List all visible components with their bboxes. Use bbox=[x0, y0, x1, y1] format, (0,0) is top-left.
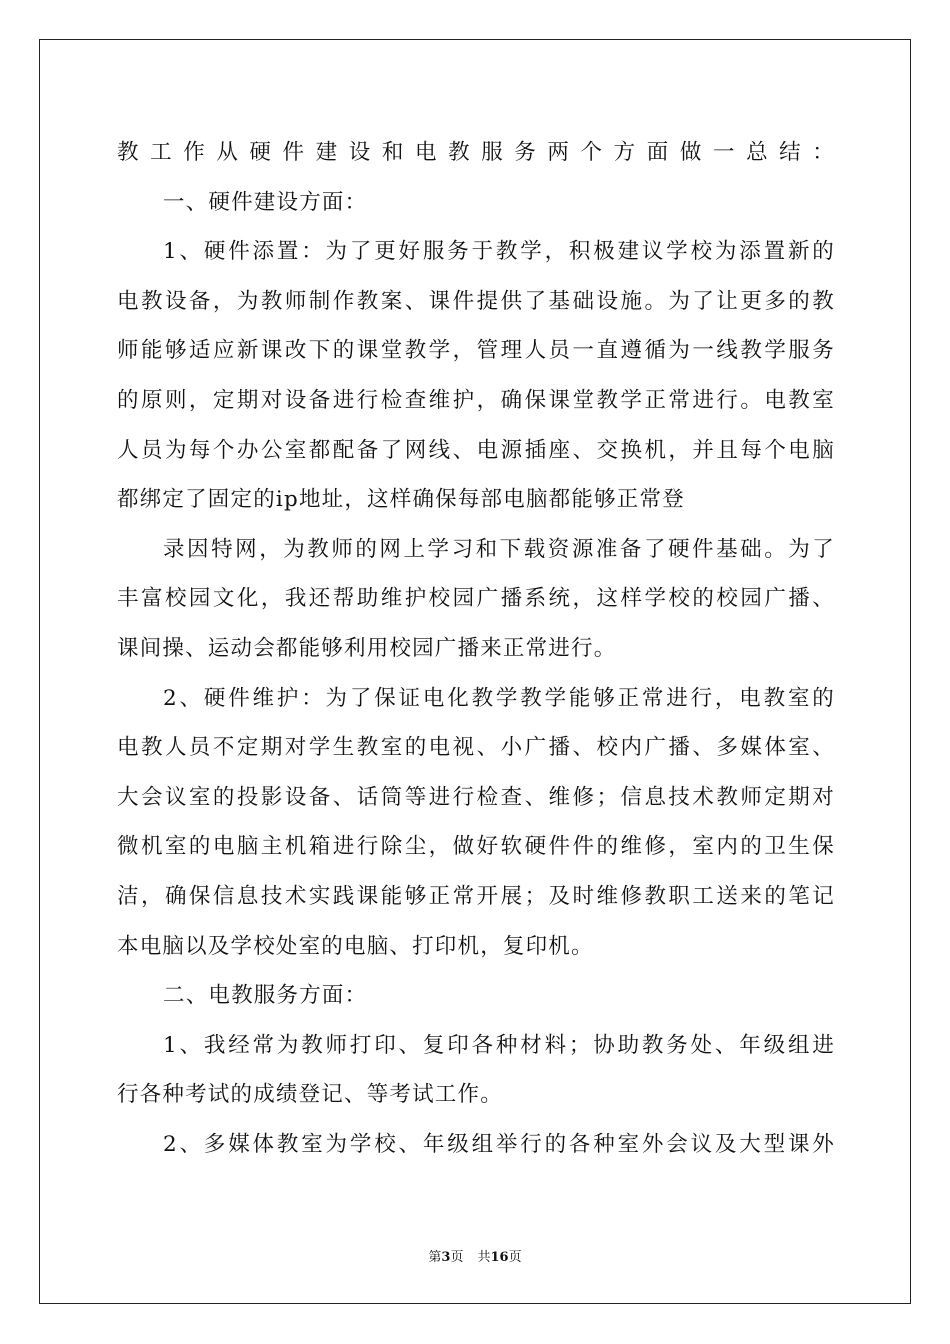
total-prefix: 共 bbox=[477, 1250, 491, 1265]
text-line: 电教设备，为教师制作教案、课件提供了基础设施。为了让更多的教 bbox=[117, 288, 835, 314]
text-line: 微机室的电脑主机箱进行除尘，做好软硬件件的维修，室内的卫生保 bbox=[117, 834, 835, 860]
section-heading-service: 二、电教服务方面： bbox=[163, 983, 368, 1009]
text-line: 电教人员不定期对学生教室的电视、小广播、校内广播、多媒体室、 bbox=[117, 735, 835, 761]
page-suffix: 页 bbox=[450, 1250, 464, 1265]
text-line: 1、硬件添置：为了更好服务于教学，积极建议学校为添置新的 bbox=[163, 239, 835, 265]
text-line: 丰富校园文化，我还帮助维护校园广播系统，这样学校的校园广播、 bbox=[117, 586, 835, 612]
text-line: 本电脑以及学校处室的电脑、打印机，复印机。 bbox=[117, 933, 594, 959]
text-line: 行各种考试的成绩登记、等考试工作。 bbox=[117, 1082, 503, 1108]
text-line: 洁，确保信息技术实践课能够正常开展；及时维修教职工送来的笔记 bbox=[117, 883, 835, 909]
text-line: 教工作从硬件建设和电教服务两个方面做一总结： bbox=[117, 140, 835, 165]
text-line: 录因特网，为教师的网上学习和下载资源准备了硬件基础。为了 bbox=[163, 536, 835, 562]
text-line: 师能够适应新课改下的课堂教学，管理人员一直遵循为一线教学服务 bbox=[117, 338, 835, 364]
section-heading-hardware: 一、硬件建设方面： bbox=[163, 189, 368, 215]
total-pages: 16 bbox=[490, 1250, 509, 1265]
text-line: 大会议室的投影设备、话筒等进行检查、维修；信息技术教师定期对 bbox=[117, 784, 835, 810]
text-line: 人员为每个办公室都配备了网线、电源插座、交换机，并且每个电脑 bbox=[117, 437, 835, 463]
page-prefix: 第 bbox=[428, 1250, 442, 1265]
text-line: 课间操、运动会都能够利用校园广播来正常进行。 bbox=[117, 635, 617, 661]
page-number: 3 bbox=[441, 1250, 451, 1265]
text-line: 1、我经常为教师打印、复印各种材料；协助教务处、年级组进 bbox=[163, 1032, 835, 1058]
text-line: 都绑定了固定的ip地址，这样确保每部电脑都能够正常登 bbox=[117, 487, 685, 513]
total-suffix: 页 bbox=[508, 1250, 522, 1265]
text-line: 2、多媒体教室为学校、年级组举行的各种室外会议及大型课外 bbox=[163, 1131, 835, 1157]
document-body bbox=[117, 128, 835, 1169]
page-footer bbox=[0, 1246, 950, 1265]
text-line: 2、硬件维护：为了保证电化教学教学能够正常进行，电教室的 bbox=[163, 685, 835, 711]
text-line: 的原则，定期对设备进行检查维护，确保课堂教学正常进行。电教室 bbox=[117, 387, 835, 413]
